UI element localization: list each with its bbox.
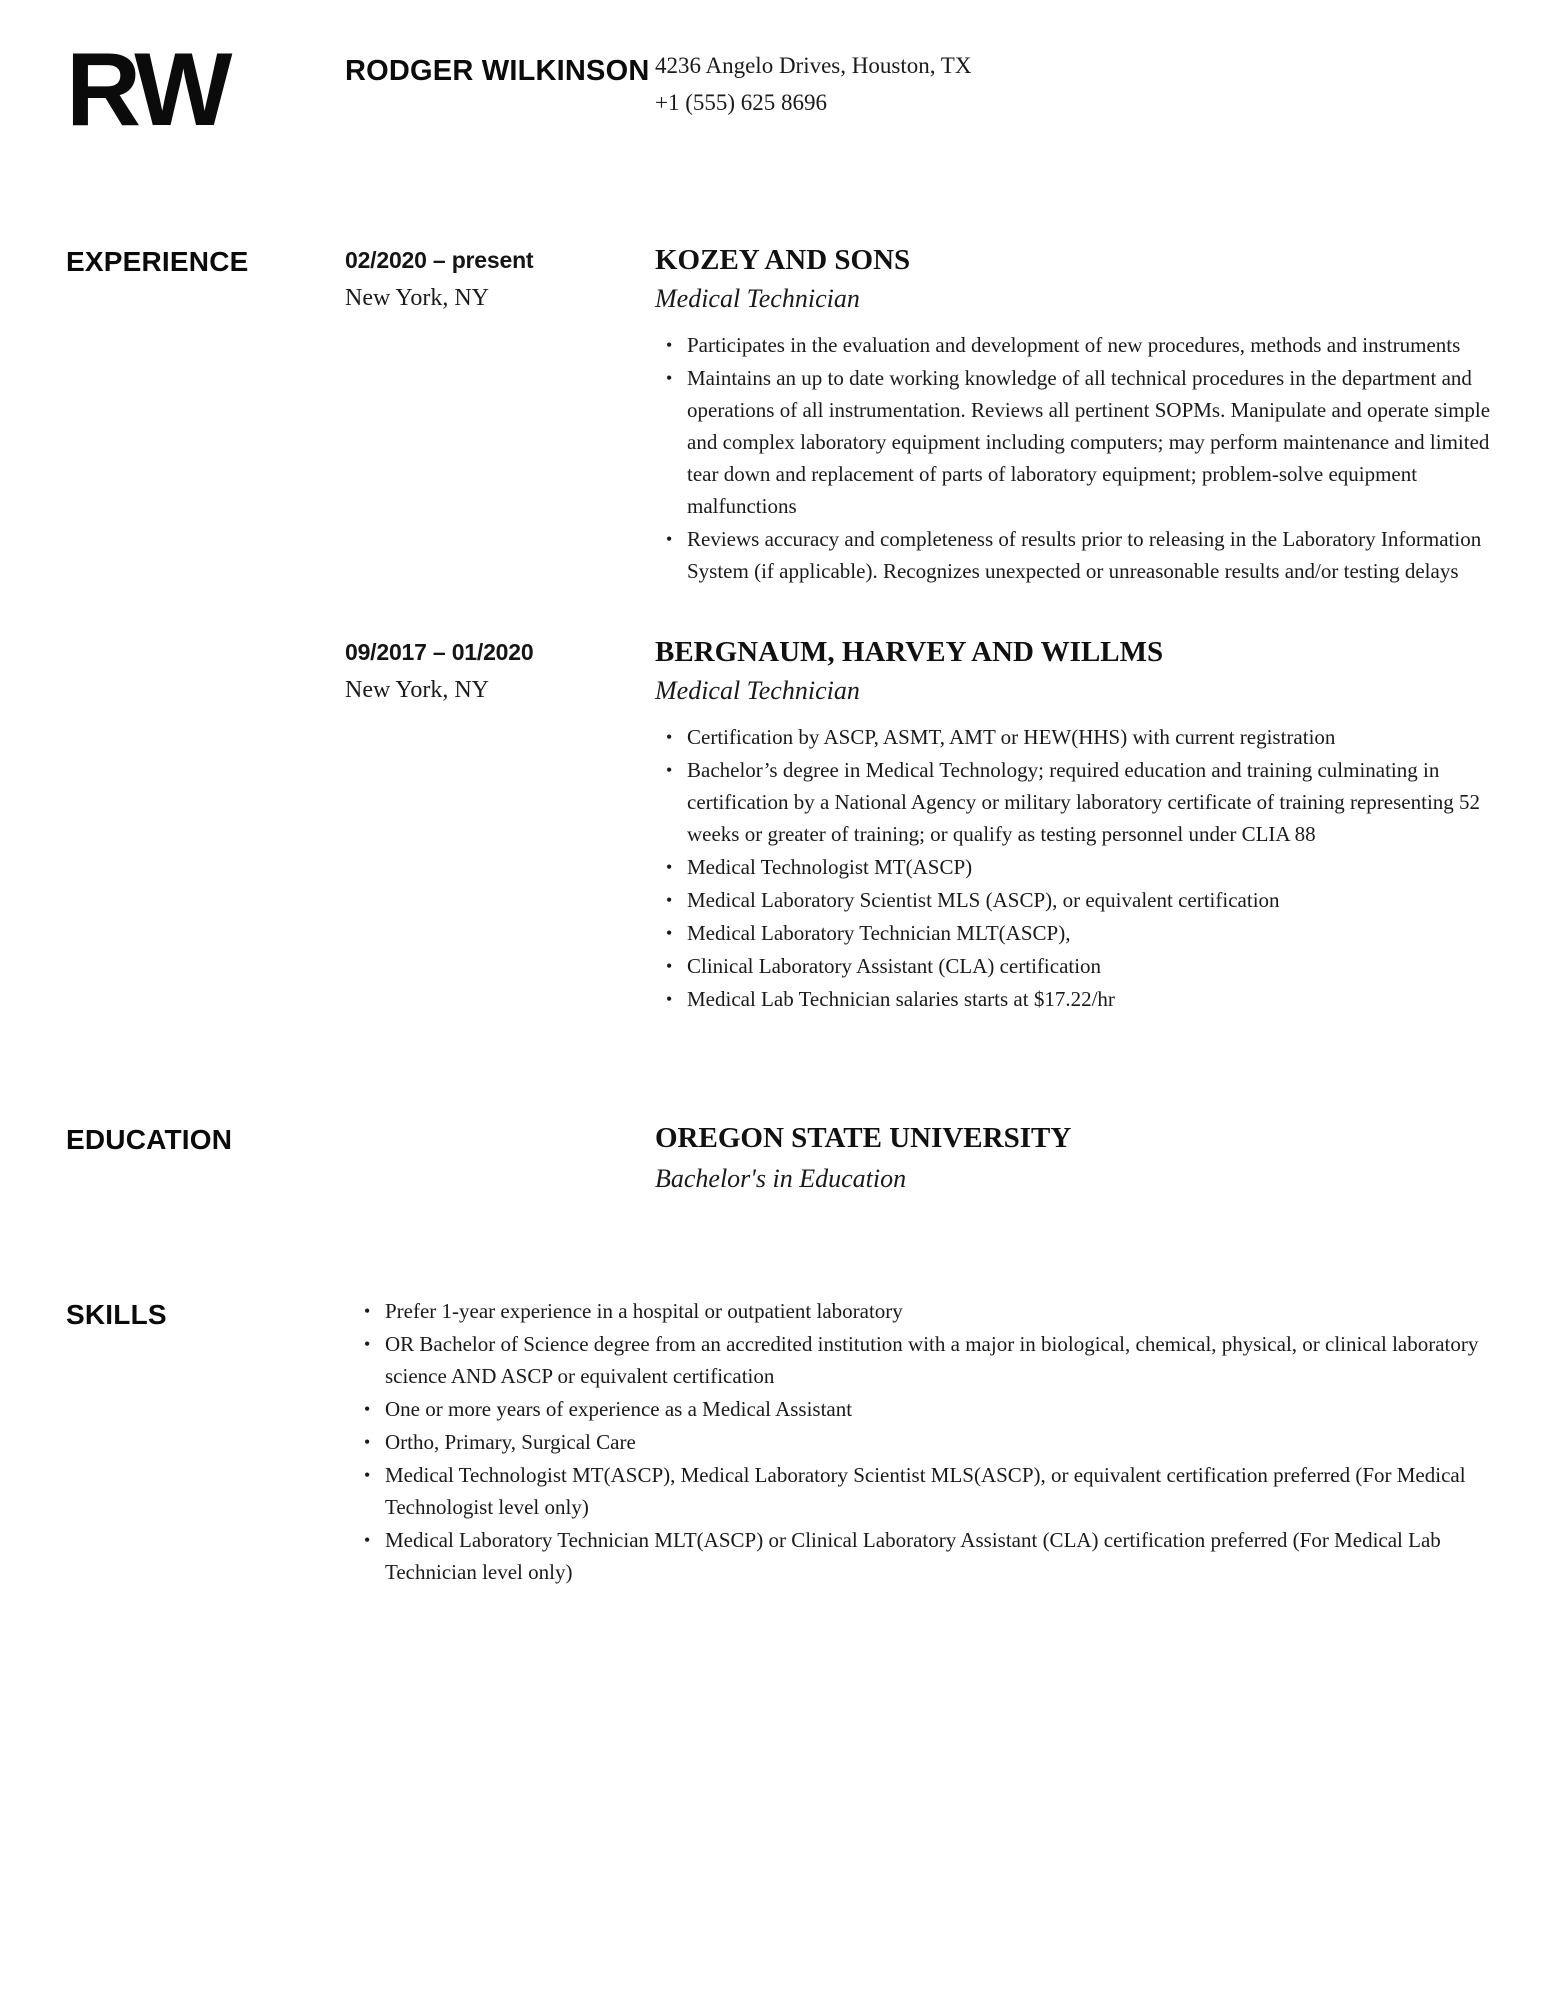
job-location: New York, NY xyxy=(345,676,490,703)
job-role: Medical Technician xyxy=(655,676,860,705)
education-section-label: EDUCATION xyxy=(66,1123,233,1155)
job-bullet: • Maintains an up to date working knowledge of all technical procedures in the department and operations of all instrumentation. Reviews all pertinent SOPMs. Manipulate and operate simple and complex laboratory equipment including computers; may perform maintenance and limited tear down and replacement of parts of laboratory equipment; problem-solve equipment malfunctions xyxy=(687,362,1492,522)
job-bullet: • Clinical Laboratory Assistant (CLA) certification xyxy=(687,950,1492,982)
experience-section xyxy=(66,242,1492,1016)
contact-address: 4236 Angelo Drives, Houston, TX xyxy=(655,53,972,78)
education-school: OREGON STATE UNIVERSITY xyxy=(655,1121,1072,1154)
experience-section-label: EXPERIENCE xyxy=(66,246,249,277)
job-bullet: • Medical Laboratory Scientist MLS (ASCP), or equivalent certification xyxy=(687,884,1492,916)
education-degree: Bachelor's in Education xyxy=(655,1163,907,1193)
job-role: Medical Technician xyxy=(655,284,860,314)
job-bullet: • Medical Lab Technician salaries starts at $17.22/hr xyxy=(687,983,1492,1015)
skill-bullet: • OR Bachelor of Science degree from an accredited institution with a major in biological, chemical, physical, or clinical laboratory science AND ASCP or equivalent certification xyxy=(385,1328,1492,1392)
skill-bullet: • One or more years of experience as a Medical Assistant xyxy=(385,1393,1492,1425)
job-dates: 09/2017 – 01/2020 xyxy=(345,638,534,665)
skills-section xyxy=(66,1295,1492,1589)
skill-bullet: • Ortho, Primary, Surgical Care xyxy=(385,1426,1492,1458)
job-company: BERGNAUM, HARVEY AND WILLMS xyxy=(655,635,1164,668)
monogram: RW xyxy=(66,32,228,148)
job-meta xyxy=(345,242,655,313)
job-bullet: • Participates in the evaluation and development of new procedures, methods and instruments xyxy=(687,329,1492,361)
skill-bullet: • Medical Laboratory Technician MLT(ASCP) or Clinical Laboratory Assistant (CLA) certification preferred (For Medical Lab Technician level only) xyxy=(385,1524,1492,1588)
person-name: RODGER WILKINSON xyxy=(345,55,650,87)
job-bullet: • Bachelor’s degree in Medical Technology; required education and training culminating in certification by a National Agency or military laboratory certificate of training representing 52 weeks or greater of training; or qualify as testing personnel under CLIA 88 xyxy=(687,754,1492,850)
skill-bullet: • Medical Technologist MT(ASCP), Medical Laboratory Scientist MLS(ASCP), or equivalent certification preferred (For Medical Technologist level only) xyxy=(385,1459,1492,1523)
job-bullet: • Medical Laboratory Technician MLT(ASCP), xyxy=(687,917,1492,949)
job-dates: 02/2020 – present xyxy=(345,247,534,273)
job-bullet: • Medical Technologist MT(ASCP) xyxy=(687,851,1492,883)
resume-header xyxy=(66,32,1492,148)
education-content xyxy=(655,1120,1492,1196)
job-bullet-list xyxy=(655,721,1492,1015)
job-bullet-list xyxy=(655,329,1492,587)
contact-phone: +1 (555) 625 8696 xyxy=(655,90,828,116)
job-bullet: • Certification by ASCP, ASMT, AMT or HEW(HHS) with current registration xyxy=(687,721,1492,753)
job-company: KOZEY AND SONS xyxy=(655,244,911,276)
dates-column-spacer xyxy=(345,1120,655,1121)
label-column-spacer xyxy=(66,588,345,589)
skills-section-label: SKILLS xyxy=(66,1299,167,1331)
job-location: New York, NY xyxy=(345,284,490,311)
skill-bullet: • Prefer 1-year experience in a hospital or outpatient laboratory xyxy=(385,1295,1492,1327)
education-section xyxy=(66,1120,1492,1196)
job-bullet: • Reviews accuracy and completeness of results prior to releasing in the Laboratory Information System (if applicable). Recognizes unexpected or unreasonable results and/or testing delays xyxy=(687,523,1492,587)
job-meta xyxy=(345,634,655,705)
job-content xyxy=(655,242,1492,588)
job-content xyxy=(655,634,1492,1016)
contact-block xyxy=(655,44,1492,122)
skills-bullet-list xyxy=(345,1295,1492,1589)
